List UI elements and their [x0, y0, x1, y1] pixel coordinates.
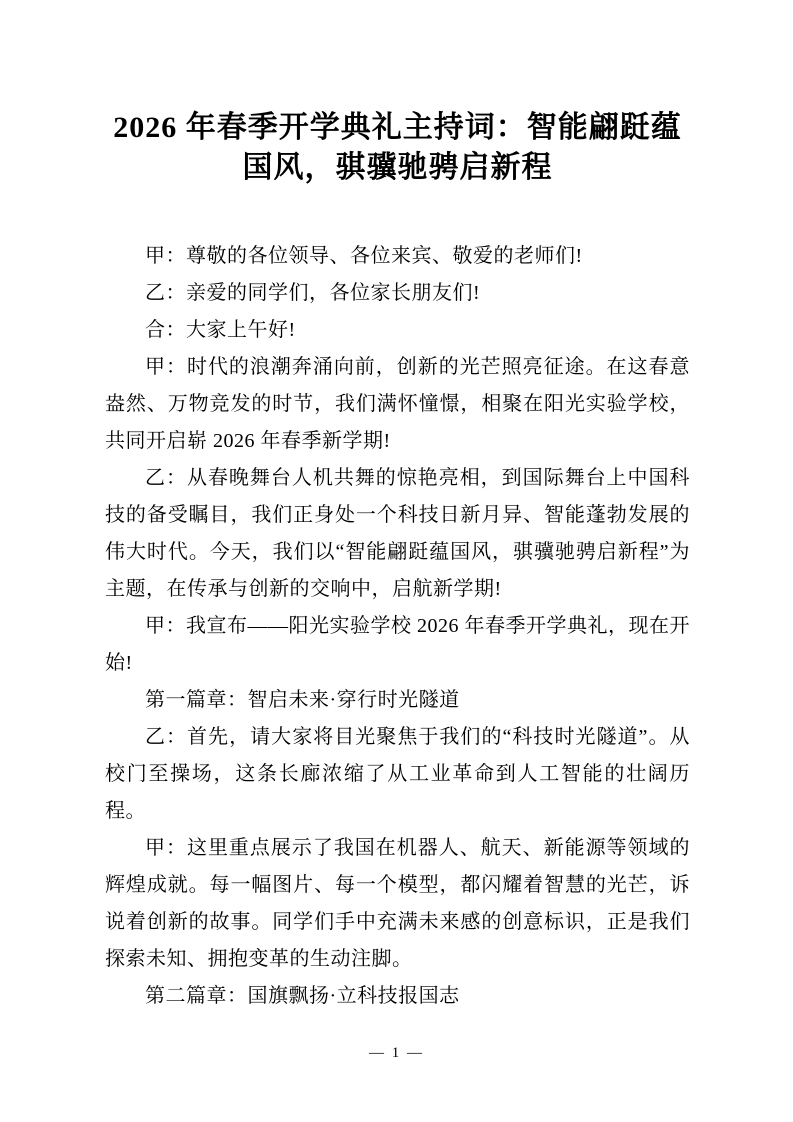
section-heading-2: 第二篇章：国旗飘扬·立科技报国志: [145, 985, 460, 1007]
page-title: 2026 年春季开学典礼主持词：智能翩跹蕴国风，骐骥驰骋启新程: [113, 111, 682, 184]
page-footer: [0, 1045, 793, 1062]
section-heading-1: 第一篇章：智启未来·穿行时光隧道: [145, 689, 460, 711]
page-number: — 1 —: [369, 1045, 424, 1061]
paragraph: 甲：这里重点展示了我国在机器人、航天、新能源等领域的辉煌成就。每一幅图片、每一个模型，都闪耀着智慧的光芒，诉说着创新的故事。同学们手中充满未来感的创意标识，正是我们探索未知、拥抱变革的生动注脚。: [105, 837, 690, 970]
paragraph: 合：大家上午好!: [145, 319, 296, 341]
paragraph: 甲：我宣布——阳光实验学校 2026 年春季开学典礼，现在开始!: [105, 615, 690, 674]
paragraph: 乙：首先，请大家将目光聚焦于我们的“科技时光隧道”。从校门至操场，这条长廊浓缩了从工业革命到人工智能的壮阔历程。: [105, 726, 690, 822]
document-body: [105, 238, 690, 1015]
paragraph: 甲：时代的浪潮奔涌向前，创新的光芒照亮征途。在这春意盎然、万物竞发的时节，我们满怀憧憬，相聚在阳光实验学校，共同开启崭 2026 年春季新学期!: [105, 356, 690, 452]
paragraph: 乙：从春晚舞台人机共舞的惊艳亮相，到国际舞台上中国科技的备受瞩目，我们正身处一个科技日新月异、智能蓬勃发展的伟大时代。今天，我们以“智能翩跹蕴国风，骐骥驰骋启新程”为主题，在传承与创新的交响中，启航新学期!: [105, 467, 690, 600]
paragraph: 甲：尊敬的各位领导、各位来宾、敬爱的老师们!: [145, 245, 583, 267]
paragraph: 乙：亲爱的同学们，各位家长朋友们!: [145, 282, 481, 304]
